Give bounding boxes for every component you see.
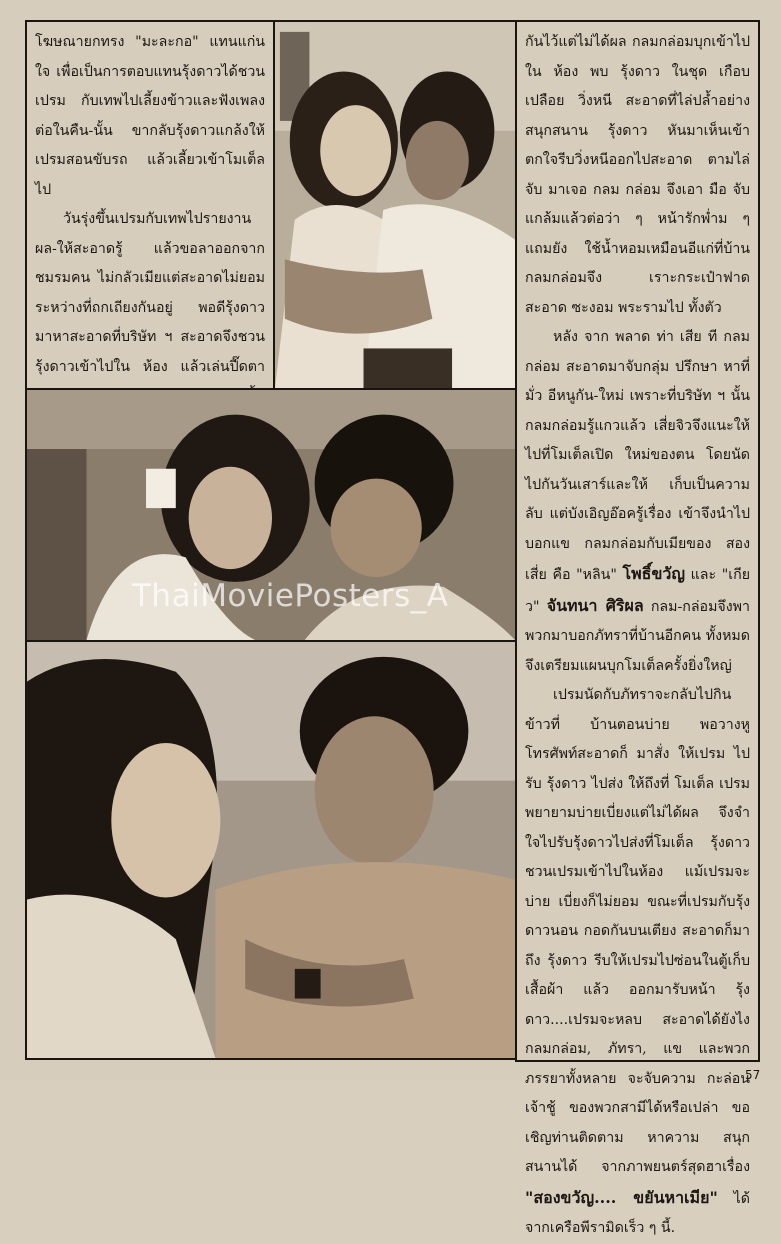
photo-bottom-couple (25, 640, 517, 1060)
movie-title: "สองขวัญ.... ขยันหาเมีย" (525, 1187, 718, 1207)
watermark-text: ThaiMoviePosters_A (132, 578, 449, 614)
right-paragraph-3-part-a: เปรมนัดกับภัทราจะกลับไปกินข้าวที่ บ้านตอนบ่าย พอวางหูโทรศัพท์สะอาดก็ มาสั่ง ให้เปรม ไปรับ รุ้งดาว ไปส่ง ให้ถึงที่ โมเต็ล เปรมพยายามบ่ายเบี่ยงแต่ไม่ได้ผล จึงจำใจไปรับรุ้งดาวไปส่งที่โมเต็ล รุ้งดาว ชวนเปรมเข้าไปในห้อง แม้เปรมจะบ่าย เบี่ยงก็ไม่ยอม ขณะที่เปรมกับรุ้งดาวนอน กอดกันบนเตียง สะอาดก็มาถึง รุ้งดาว รีบให้เปรมไปซ่อนในตู้เก็บเสื้อผ้า แล้ว ออกมารับหน้า รุ้งดาว....เปรมจะหลบ สะอาดได้ยังไง กลมกล่อม, ภัทรา, แข และพวกภรรยาทั้งหลาย จะจับความ กะล่อน เจ้าชู้ ของพวกสามีได้หรือเปล่า ขอเชิญท่านติดตาม หาความ สนุก สนานได้ จากภาพยนตร์สุดฮาเรื่อง (525, 687, 750, 1175)
actor-name-2: จันทนา ศิริผล (546, 595, 644, 615)
left-paragraph-1: โฆษณายกทรง "มะละกอ" แทนแก่นใจ เพื่อเป็นการตอบแทนรุ้งดาวได้ชวนเปรม กับเทพไปเลี้ยงข้าวและฟังเพลงต่อในคืน-นั้น ขากลับรุ้งดาวแกล้งให้เปรมสอนขับรถ แล้วเลี้ยวเข้าโมเต็ลไป (35, 34, 265, 198)
actor-name-1: โพธิ์ขวัญ (622, 564, 685, 583)
right-paragraph-3-part-b: ได้จากเครือพีรามิดเร็ว ๆ นี้. (525, 1190, 750, 1236)
right-paragraph-2-part-c: กลม-กล่อมจึงพาพวกมาบอกภัทราที่บ้านอีกคน ทั้งหมดจึงเตรียมแผนบุกโมเต็ลครั้งยิ่งใหญ่ (525, 598, 750, 674)
left-text-column (25, 20, 275, 390)
left-paragraph-2: วันรุ่งขึ้นเปรมกับเทพไปรายงานผล-ให้สะอาดรู้ แล้วขอลาออกจากชมรมคน ไม่กลัวเมียแต่สะอาดไม่ยอม ระหว่างที่ถกเถียงกันอยู่ พอดีรุ้งดาว มาหาสะอาดที่บริษัท ฯ สะอาดจึงชวนรุ้งดาวเข้าไปใน ห้อง แล้วเล่นปี๊ดตา (35, 211, 265, 375)
right-paragraph-2-part-b: และ "เกียว" (525, 567, 751, 615)
right-paragraph-2-part-a: หลัง จาก พลาด ท่า เสีย ที กลม กล่อม สะอาดมาจับกลุ่ม ปรึกษา หาที่มั่ว อีหนูกัน-ใหม่ เพราะที่บริษัท ฯ นั้นกลมกล่อมรู้แกวแล้ว เสี่ยจิวจึงแนะให้ไปที่โมเต็ลเปิด ใหม่ของตน โดยนัดไปกันวันเสาร์และให้ เก็บเป็นความลับ แต่บังเอิญอ๊อครู้เรื่อง เข้าจึงนำไปบอกแข กลมกล่อมกับเมียของ สองเสี่ย คือ "หลิน" (525, 329, 750, 583)
page-number: 57 (745, 1068, 761, 1082)
photo-top-couple (273, 20, 517, 390)
right-paragraph-3 (525, 681, 750, 1244)
right-paragraph-1: กันไว้แต่ไม่ได้ผล กลมกล่อมบุกเข้าไปใน ห้อง พบ รุ้งดาว ในชุด เกือบ เปลือย วิ่งหนี สะอาดที่ไล่ปล้ำอย่างสนุกสนาน รุ้งดาว หันมาเห็นเข้าตกใจรีบวิ่งหนีออกไปสะอาด ตามไล่จับ มาเจอ กลม กล่อม จึงเอา มือ จับ แกล้มแล้วต่อว่า ๆ หน้ารักพ่ำม ๆ แถมยัง ใช้น้ำหอมเหมือนอีแก่ที่บ้าน กลมกล่อมจึง เราะกระเป๋าฟาด สะอาด ซะงอม พระรามไป ทั้งตัว (525, 34, 750, 316)
right-paragraph-2 (525, 323, 750, 681)
